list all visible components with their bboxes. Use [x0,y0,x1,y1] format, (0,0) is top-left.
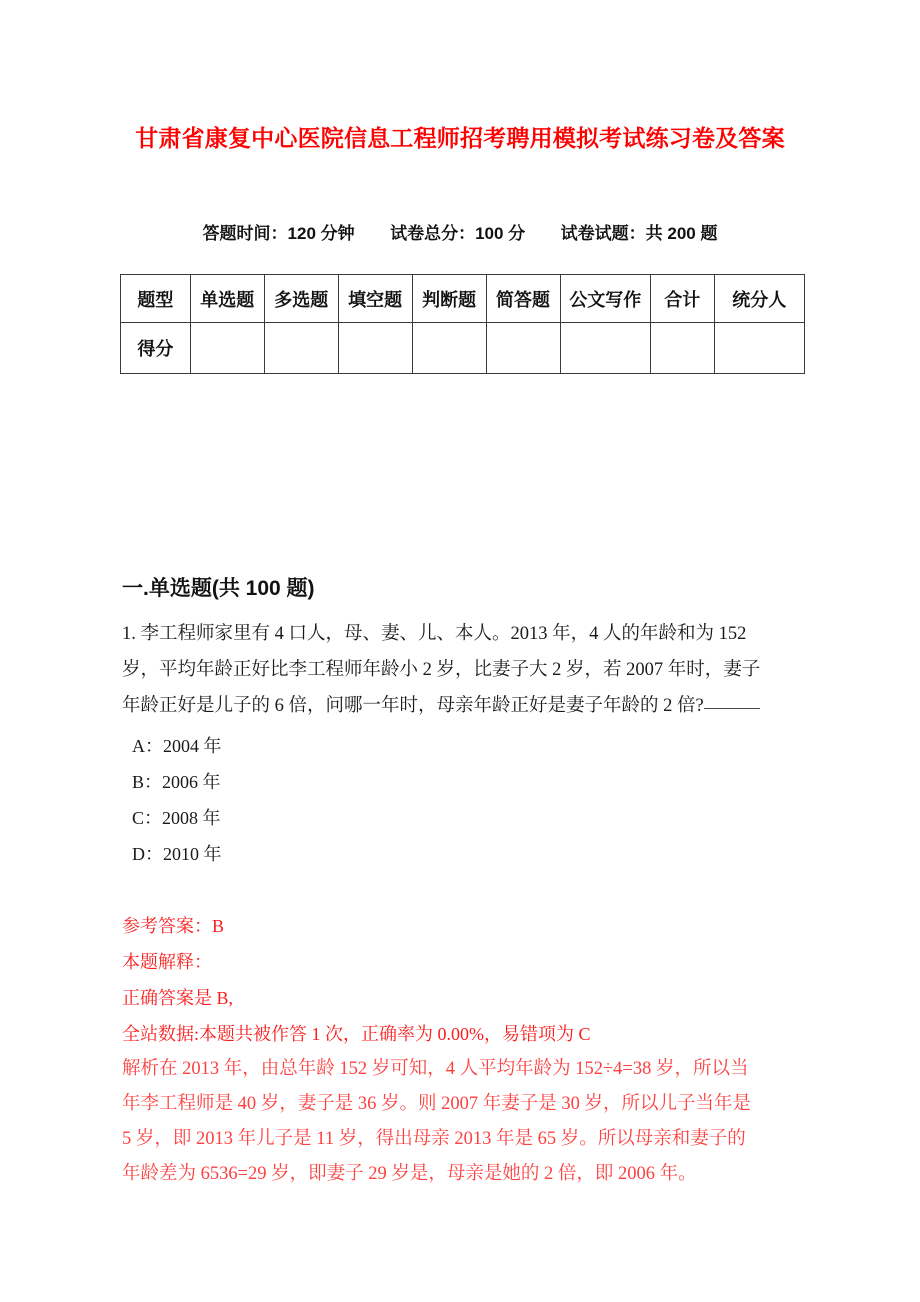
score-cell[interactable] [264,323,338,374]
answer-blank[interactable] [704,708,760,709]
table-header-cell: 统分人 [714,275,804,323]
explanation-line: 解析在 2013 年，由总年龄 152 岁可知，4 人平均年龄为 152÷4=38 岁，所以当 [122,1059,749,1079]
score-cell[interactable] [560,323,650,374]
exam-duration: 答题时间：120 分钟 [202,224,355,243]
site-statistics: 全站数据:本题共被作答 1 次，正确率为 0.00%，易错项为 C [122,1024,591,1044]
table-header-cell: 填空题 [338,275,412,323]
score-row-label: 得分 [121,323,191,374]
question-1-stem [122,616,802,724]
option-b[interactable]: B：2006 年 [132,772,221,792]
option-d[interactable]: D：2010 年 [132,844,222,864]
section-heading-single-choice: 一.单选题(共 100 题) [122,577,315,600]
question-line-text: 年龄正好是儿子的 6 倍，问哪一年时，母亲年龄正好是妻子年龄的 2 倍? [122,696,704,716]
question-1-answer [122,908,822,1052]
score-cell[interactable] [486,323,560,374]
score-table [120,274,805,374]
table-header-cell: 多选题 [264,275,338,323]
correct-answer-text: 正确答案是 B, [122,988,234,1008]
table-header-cell: 单选题 [190,275,264,323]
option-a[interactable]: A：2004 年 [132,736,222,756]
explanation-line: 5 岁，即 2013 年儿子是 11 岁，得出母亲 2013 年是 65 岁。所以母亲和妻子的 [122,1129,746,1149]
option-c[interactable]: C：2008 年 [132,808,221,828]
table-header-cell: 公文写作 [560,275,650,323]
score-cell[interactable] [338,323,412,374]
score-cell[interactable] [412,323,486,374]
table-header-cell: 判断题 [412,275,486,323]
table-header-cell: 合计 [650,275,714,323]
score-cell[interactable] [714,323,804,374]
explanation-line: 年李工程师是 40 岁，妻子是 36 岁。则 2007 年妻子是 30 岁，所以儿子当年是 [122,1094,752,1114]
score-cell[interactable] [190,323,264,374]
exam-question-count: 试卷试题：共 200 题 [560,224,718,243]
score-cell[interactable] [650,323,714,374]
table-header-cell: 题型 [121,275,191,323]
table-row [121,323,805,374]
explanation-label: 本题解释： [122,952,212,972]
exam-meta-line [0,219,920,244]
question-line: 1. 李工程师家里有 4 口人，母、妻、儿、本人。2013 年，4 人的年龄和为 152 [122,624,747,644]
table-row-header [121,275,805,323]
explanation-line: 年龄差为 6536=29 岁，即妻子 29 岁是，母亲是她的 2 倍，即 2006 年。 [122,1164,697,1184]
question-line-last [122,688,802,724]
question-1-options [132,728,732,872]
table-header-cell: 简答题 [486,275,560,323]
page-title: 甘肃省康复中心医院信息工程师招考聘用模拟考试练习卷及答案 [135,125,785,151]
reference-answer: 参考答案：B [122,916,225,936]
question-line: 岁，平均年龄正好比李工程师年龄小 2 岁，比妻子大 2 岁，若 2007 年时，妻子 [122,660,761,680]
exam-total-score: 试卷总分：100 分 [390,224,526,243]
question-1-explanation [122,1052,822,1192]
